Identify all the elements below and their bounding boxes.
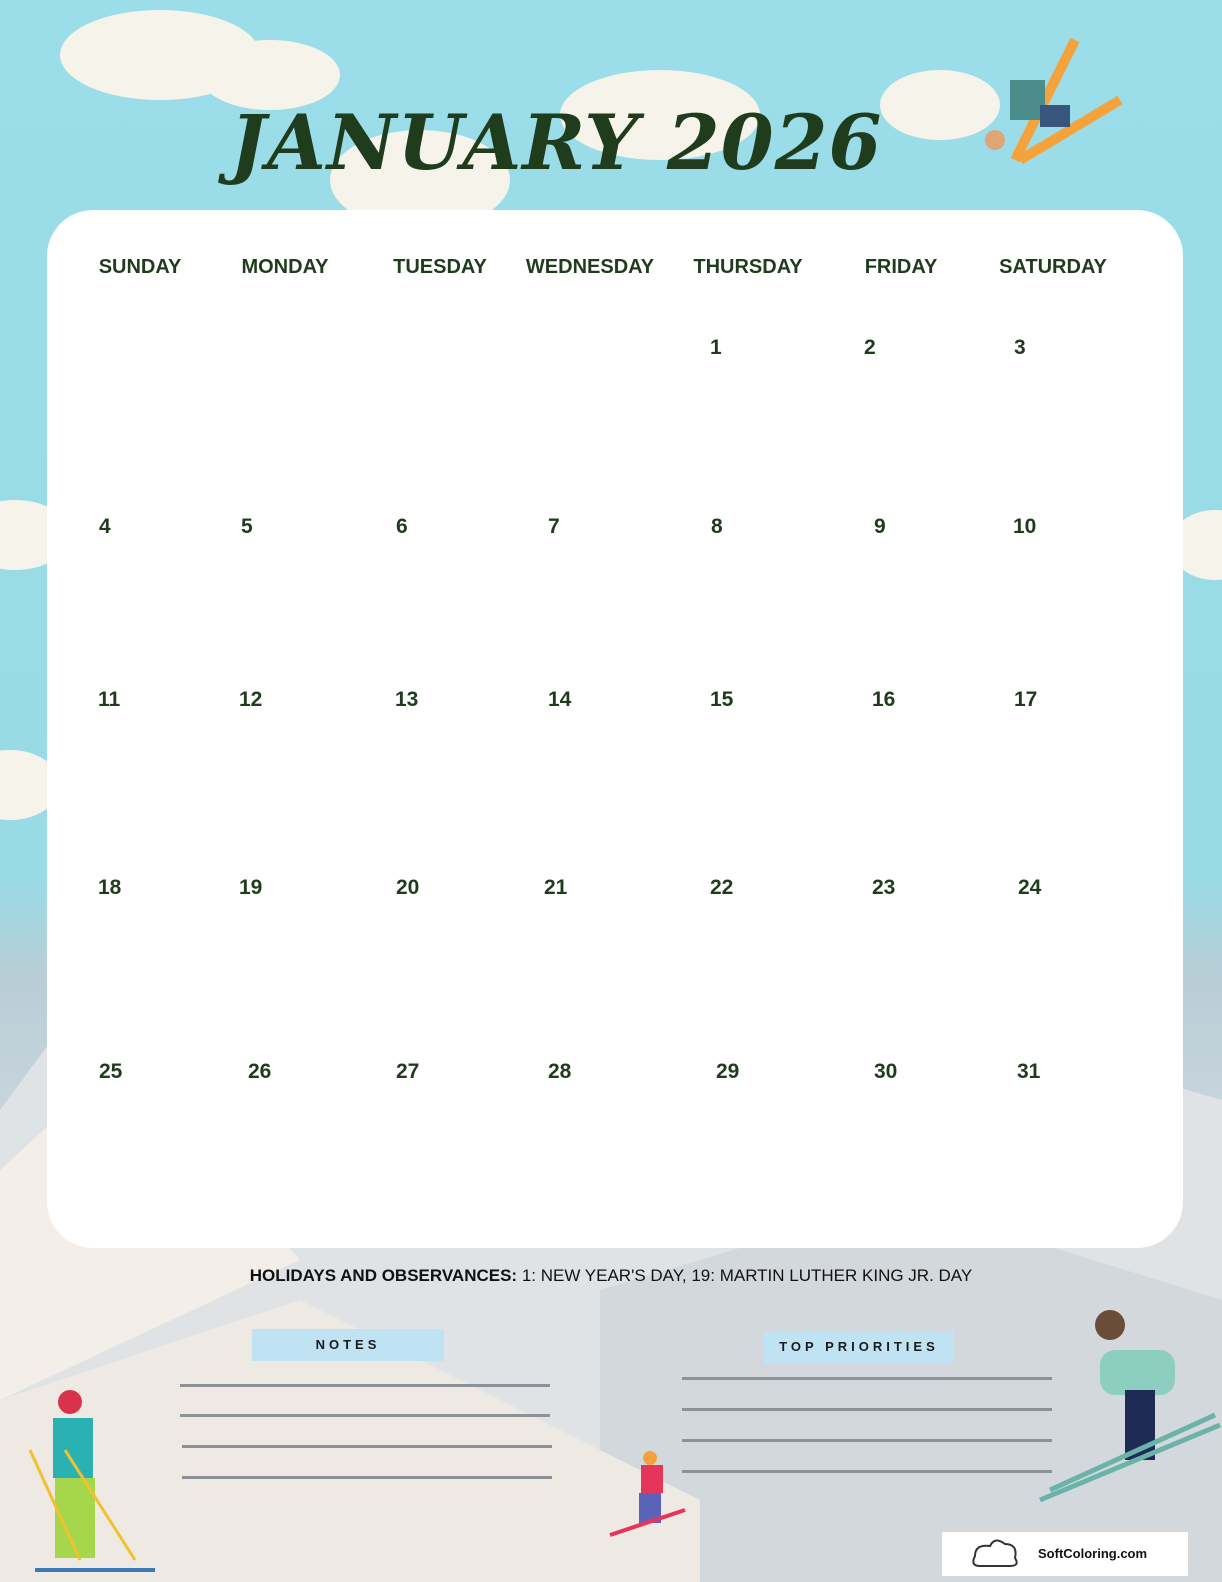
day-cell[interactable]: 23 (872, 876, 896, 899)
notes-line[interactable] (180, 1414, 550, 1417)
day-cell[interactable]: 4 (99, 515, 111, 538)
priority-line[interactable] (682, 1470, 1052, 1473)
day-cell[interactable]: 5 (241, 515, 253, 538)
day-cell[interactable]: 15 (710, 688, 734, 711)
day-cell[interactable]: 28 (548, 1060, 572, 1083)
day-cell[interactable]: 19 (239, 876, 263, 899)
weekday-monday: MONDAY (241, 256, 329, 278)
skier-right-icon (1030, 1305, 1222, 1505)
weekday-wednesday: WEDNESDAY (525, 256, 655, 278)
day-cell[interactable]: 6 (396, 515, 408, 538)
holidays-label: HOLIDAYS AND OBSERVANCES: (249, 1266, 518, 1285)
priorities-label: TOP PRIORITIES (764, 1331, 954, 1363)
watermark-text: SoftColoring.com (1038, 1546, 1148, 1561)
day-cell[interactable]: 13 (395, 688, 419, 711)
notes-line[interactable] (180, 1384, 550, 1387)
day-cell[interactable]: 1 (710, 336, 722, 359)
skier-left-icon (25, 1390, 165, 1580)
day-cell[interactable]: 12 (239, 688, 263, 711)
day-cell[interactable]: 25 (99, 1060, 123, 1083)
skier-jump-icon (955, 30, 1135, 180)
day-cell[interactable]: 8 (711, 515, 723, 538)
day-cell[interactable]: 17 (1014, 688, 1038, 711)
cloud-logo-icon (970, 1536, 1020, 1576)
day-cell[interactable]: 29 (716, 1060, 740, 1083)
priority-line[interactable] (682, 1377, 1052, 1380)
day-cell[interactable]: 24 (1018, 876, 1042, 899)
weekday-thursday: THURSDAY (693, 256, 803, 278)
day-cell[interactable]: 9 (874, 515, 886, 538)
day-cell[interactable]: 27 (396, 1060, 420, 1083)
page-title: JANUARY 2026 (230, 98, 883, 187)
priority-line[interactable] (682, 1408, 1052, 1411)
holidays-line (0, 1266, 1222, 1286)
holidays-text: 1: NEW YEAR'S DAY, 19: MARTIN LUTHER KING JR. DAY (517, 1266, 973, 1285)
notes-label: NOTES (252, 1329, 444, 1361)
day-cell[interactable]: 2 (864, 336, 876, 359)
day-cell[interactable]: 21 (544, 876, 568, 899)
notes-line[interactable] (182, 1445, 552, 1448)
weekday-sunday: SUNDAY (98, 256, 182, 278)
day-cell[interactable]: 7 (548, 515, 560, 538)
calendar-card (47, 210, 1183, 1248)
notes-line[interactable] (182, 1476, 552, 1479)
day-cell[interactable]: 16 (872, 688, 896, 711)
day-cell[interactable]: 30 (874, 1060, 898, 1083)
day-cell[interactable]: 26 (248, 1060, 272, 1083)
day-cell[interactable]: 31 (1017, 1060, 1041, 1083)
day-cell[interactable]: 18 (98, 876, 122, 899)
weekday-tuesday: TUESDAY (393, 256, 487, 278)
day-cell[interactable]: 20 (396, 876, 420, 899)
priority-line[interactable] (682, 1439, 1052, 1442)
weekday-saturday: SATURDAY (999, 256, 1107, 278)
day-cell[interactable]: 10 (1013, 515, 1037, 538)
day-cell[interactable]: 14 (548, 688, 572, 711)
weekday-friday: FRIDAY (864, 256, 938, 278)
day-cell[interactable]: 22 (710, 876, 734, 899)
skier-mid-icon (605, 1450, 695, 1550)
day-cell[interactable]: 11 (98, 688, 121, 711)
day-cell[interactable]: 3 (1014, 336, 1026, 359)
